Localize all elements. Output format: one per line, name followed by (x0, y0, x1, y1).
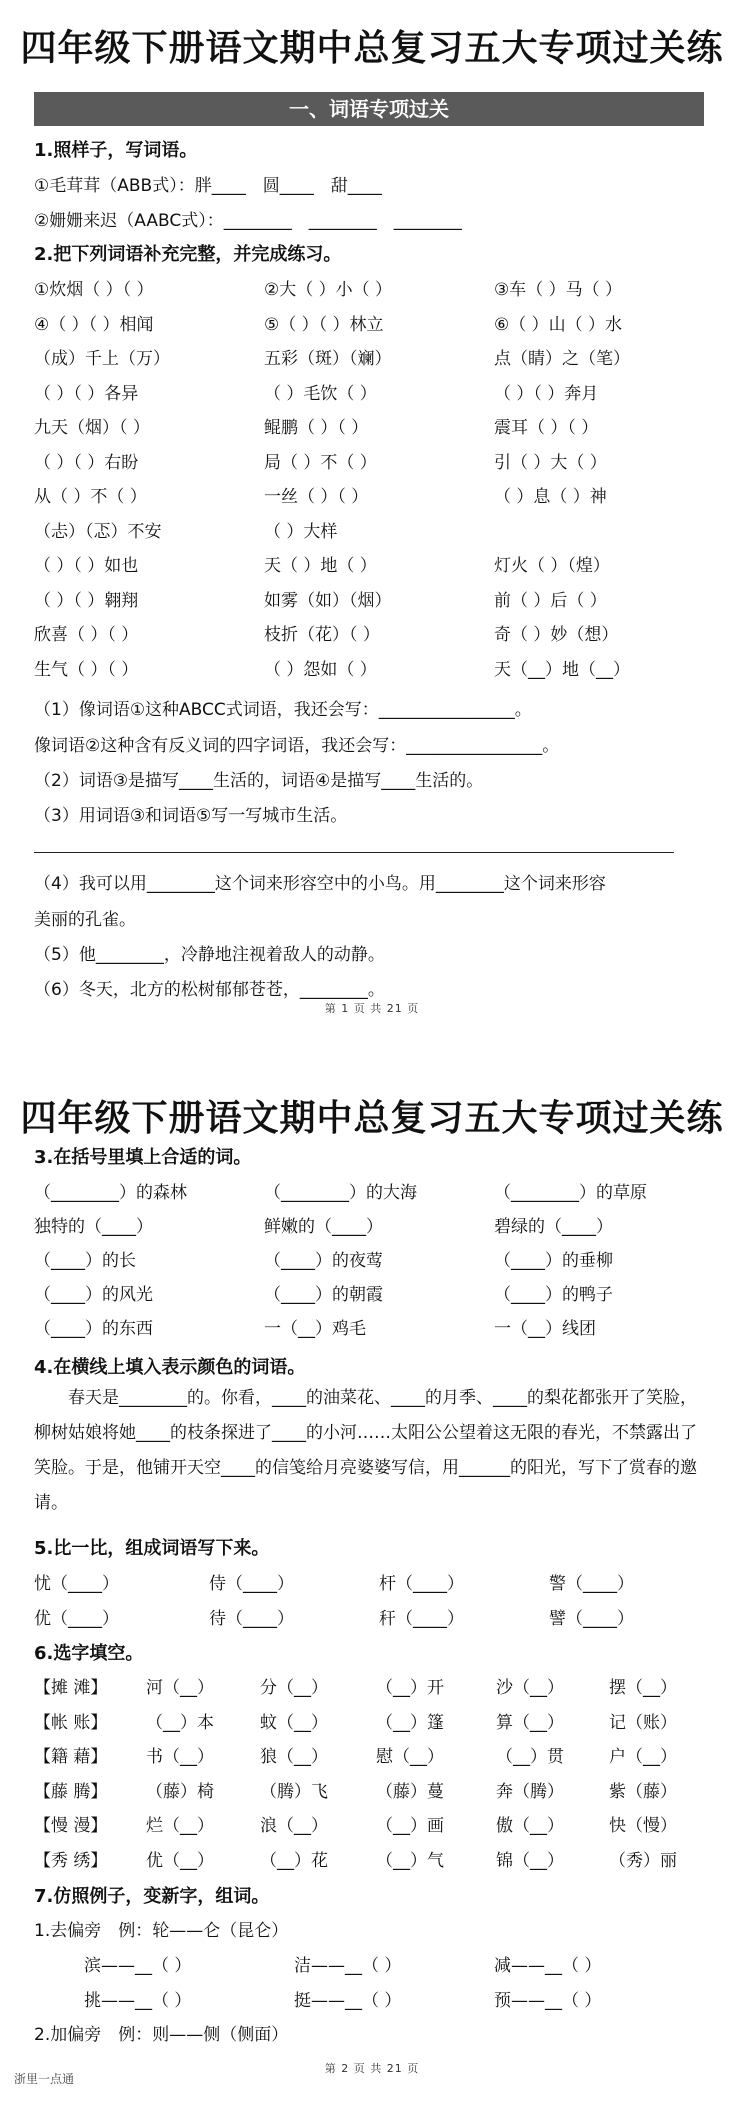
watermark: 浙里一点通 (14, 2072, 75, 2086)
q1-line1: ①毛茸茸（ABB式）：胖____ 圆____ 甜____ (34, 176, 382, 196)
q6-row-cell: 【帐 账】 (34, 1712, 108, 1733)
q6-row-cell: 优（__） (146, 1850, 214, 1871)
q2-row-cell: （ ）（ ）翱翔 (34, 590, 139, 611)
q7-row-cell: 洁——__（ ） (294, 1956, 402, 1976)
q3-row-cell: 一（__）线团 (494, 1319, 596, 1339)
q3-row-cell: （____）的朝霞 (264, 1285, 383, 1305)
q7-part1: 1.去偏旁 例：轮——仑（昆仑） (34, 1921, 289, 1941)
q6-row-cell: 慰（__） (376, 1747, 444, 1767)
q2-row-cell: ④（ ）（ ）相闻 (34, 314, 154, 335)
q6-row-cell: （__）篷 (376, 1712, 444, 1733)
q7-row-cell: 挑——__（ ） (84, 1991, 192, 2011)
q5-row-cell: 侍（____） (209, 1574, 294, 1594)
q6-row-cell: （__）画 (376, 1816, 444, 1836)
page-footer: 第 1 页 共 21 页 (324, 1002, 420, 1015)
q5-row-cell: 忧（____） (34, 1574, 119, 1594)
q3-row-cell: （____）的鸭子 (494, 1285, 613, 1305)
q6-row-cell: 【藤 腾】 (34, 1781, 108, 1802)
q6-row-cell: 【摊 滩】 (34, 1678, 108, 1698)
q3-row-cell: 独特的（____） (34, 1217, 153, 1237)
q3-row-cell: （____）的垂柳 (494, 1251, 613, 1271)
q5-row-cell: 杆（____） (379, 1574, 464, 1594)
q6-row-cell: （__）贯 (496, 1747, 564, 1767)
q2-row-cell: 生气（ ）（ ） (34, 659, 139, 680)
q2-row-cell: ③车（ ）马（ ） (494, 280, 623, 300)
q2-sub1b: 像词语②这种含有反义词的四字词语，我还会写：________________。 (34, 736, 560, 756)
page-1 (0, 0, 744, 1030)
q6-row-cell: 算（__） (496, 1712, 564, 1733)
q7-part2: 2.加偏旁 例：则——侧（侧面） (34, 2025, 289, 2045)
q2-row-cell: 九天（烟）（ ） (34, 418, 150, 438)
q6-row-cell: 紫（藤） (609, 1781, 677, 1802)
q6-row-cell: 锦（__） (496, 1850, 564, 1871)
q1-heading: 1.照样子，写词语。 (34, 140, 198, 161)
page-footer: 第 2 页 共 21 页 (324, 2062, 420, 2075)
q2-row-cell: 鲲鹏（ ）（ ） (264, 418, 369, 438)
q2-heading: 2.把下列词语补充完整，并完成练习。 (34, 244, 342, 265)
q2-sub1: （1）像词语①这种ABCC式词语，我还会写：________________。 (34, 700, 532, 720)
q6-row-cell: （腾）飞 (260, 1781, 328, 1802)
q3-row-cell: （____）的风光 (34, 1285, 153, 1305)
q2-row-cell: （ ）（ ）右盼 (34, 452, 139, 473)
q2-row-cell: （ ）（ ）奔月 (494, 383, 599, 404)
q6-row-cell: 书（__） (146, 1747, 214, 1767)
page-2 (0, 1030, 744, 2104)
page-title: 四年级下册语文期中总复习五大专项过关练 (20, 1098, 724, 1139)
q7-row-cell: 减——__（ ） (494, 1956, 602, 1976)
q6-row-cell: 奔（腾） (496, 1781, 564, 1802)
q7-row-cell: 滨——__（ ） (84, 1956, 192, 1976)
q1-line2: ②姗姗来迟（AABC式）：________ ________ ________ (34, 211, 462, 231)
q6-row-cell: 浪（__） (260, 1816, 328, 1836)
q2-row-cell: 如雾（如）（烟） (264, 590, 392, 611)
section-header: 一、词语专项过关 (34, 92, 704, 126)
q2-row-cell: （成）千上（万） (34, 349, 170, 369)
q2-row-cell: 欣喜（ ）（ ） (34, 625, 139, 645)
page-title: 四年级下册语文期中总复习五大专项过关练 (20, 28, 724, 69)
q2-row-cell: （ ）（ ）各异 (34, 383, 139, 404)
q2-row-cell: 奇（ ）妙（想） (494, 625, 619, 645)
q2-row-cell: 点（睛）之（笔） (494, 349, 630, 369)
q2-sub6: （6）冬天，北方的松树郁郁苍苍，________。 (34, 980, 385, 1000)
q2-row-cell: （ ）息（ ）神 (494, 487, 607, 507)
q2-row-cell: （忐）（忑）不安 (34, 521, 162, 542)
q3-row-cell: 一（__）鸡毛 (264, 1319, 366, 1339)
q6-row-cell: 【籍 藉】 (34, 1747, 108, 1767)
q6-row-cell: 快（慢） (609, 1816, 677, 1836)
q6-row-cell: 【慢 漫】 (34, 1816, 108, 1836)
q6-row-cell: 【秀 绣】 (34, 1850, 108, 1871)
q7-row-cell: 挺——__（ ） (294, 1991, 402, 2011)
q6-row-cell: 摆（__） (609, 1678, 677, 1698)
q5-heading: 5.比一比，组成词语写下来。 (34, 1538, 270, 1559)
q7-heading: 7.仿照例子，变新字，组词。 (34, 1886, 270, 1907)
q2-row-cell: ②大（ ）小（ ） (264, 280, 393, 300)
q6-row-cell: （藤）蔓 (376, 1781, 444, 1802)
q2-row-cell: 引（ ）大（ ） (494, 452, 607, 473)
q6-heading: 6.选字填空。 (34, 1643, 144, 1664)
q2-row-cell: 五彩（斑）（斓） (264, 349, 392, 369)
q6-row-cell: 烂（__） (146, 1816, 214, 1836)
q2-row-cell: 一丝（ ）（ ） (264, 487, 369, 507)
q5-row-cell: 优（____） (34, 1609, 119, 1629)
q5-row-cell: 警（____） (549, 1574, 634, 1594)
q2-row-cell: 枝折（花）（ ） (264, 625, 380, 645)
q2-row-cell: 天（__）地（__） (494, 659, 630, 680)
q4-heading: 4.在横线上填入表示颜色的词语。 (34, 1357, 306, 1378)
q2-row-cell: ①炊烟（ ）（ ） (34, 280, 154, 300)
q7-row-cell: 预——__（ ） (494, 1991, 602, 2011)
q6-row-cell: 傲（__） (496, 1816, 564, 1836)
q6-row-cell: 沙（__） (496, 1678, 564, 1698)
q6-row-cell: （__）本 (146, 1712, 214, 1733)
q6-row-cell: 狼（__） (260, 1747, 328, 1767)
q2-row-cell: 局（ ）不（ ） (264, 452, 377, 473)
q2-row-cell: 震耳（ ）（ ） (494, 418, 599, 438)
q6-row-cell: （秀）丽 (609, 1850, 677, 1871)
q3-row-cell: （____）的夜莺 (264, 1251, 383, 1271)
q2-row-cell: 从（ ）不（ ） (34, 487, 147, 507)
q6-row-cell: 河（__） (146, 1678, 214, 1698)
q2-row-cell: 灯火（ ）（煌） (494, 556, 610, 576)
q6-row-cell: 户（__） (609, 1747, 677, 1767)
q3-row-cell: 鲜嫩的（____） (264, 1217, 383, 1237)
q3-row-cell: （____）的东西 (34, 1319, 153, 1339)
q6-row-cell: （__）花 (260, 1850, 328, 1871)
q3-heading: 3.在括号里填上合适的词。 (34, 1147, 252, 1168)
q3-row-cell: （________）的草原 (494, 1183, 647, 1203)
q3-row-cell: 碧绿的（____） (494, 1217, 613, 1237)
q5-row-cell: 待（____） (209, 1609, 294, 1629)
q3-row-cell: （________）的森林 (34, 1183, 187, 1203)
q2-sub4b: 美丽的孔雀。 (34, 910, 136, 930)
q2-row-cell: 天（ ）地（ ） (264, 556, 377, 576)
q2-row-cell: （ ）毛饮（ ） (264, 383, 377, 404)
q2-row-cell: ⑤（ ）（ ）林立 (264, 314, 384, 335)
q6-row-cell: （藤）椅 (146, 1781, 214, 1802)
q6-row-cell: 记（账） (609, 1712, 677, 1733)
q6-row-cell: （__）气 (376, 1850, 444, 1871)
q5-row-cell: 譬（____） (549, 1609, 634, 1629)
q2-row-cell: （ ）大样 (264, 521, 338, 542)
q2-sub5: （5）他________，冷静地注视着敌人的动静。 (34, 945, 385, 965)
q3-row-cell: （____）的长 (34, 1251, 136, 1271)
q2-sub2: （2）词语③是描写____生活的，词语④是描写____生活的。 (34, 771, 484, 791)
q4-paragraph: 春天是________的。你看，____的油菜花、____的月季、____的梨花都张开了笑脸，柳树姑娘将她____的枝条探进了____的小河……太阳公公望着这无限的春光，不禁露出了笑脸。于是，他铺开天空____的信笺给月亮婆婆写信，用______的阳光，写下了赏春的邀请。 (34, 1388, 697, 1513)
q3-row-cell: （________）的大海 (264, 1183, 417, 1203)
q2-sub4a: （4）我可以用________这个词来形容空中的小鸟。用________这个词来形容 (34, 874, 606, 894)
answer-line (34, 852, 674, 853)
q2-sub3: （3）用词语③和词语⑤写一写城市生活。 (34, 806, 348, 826)
q2-row-cell: ⑥（ ）山（ ）水 (494, 314, 623, 335)
q6-row-cell: （__）开 (376, 1678, 444, 1698)
q2-row-cell: （ ）怨如（ ） (264, 659, 377, 680)
q6-row-cell: 分（__） (260, 1678, 328, 1698)
q2-row-cell: 前（ ）后（ ） (494, 590, 607, 611)
q5-row-cell: 秆（____） (379, 1609, 464, 1629)
q6-row-cell: 蚊（__） (260, 1712, 328, 1733)
q2-row-cell: （ ）（ ）如也 (34, 556, 139, 576)
